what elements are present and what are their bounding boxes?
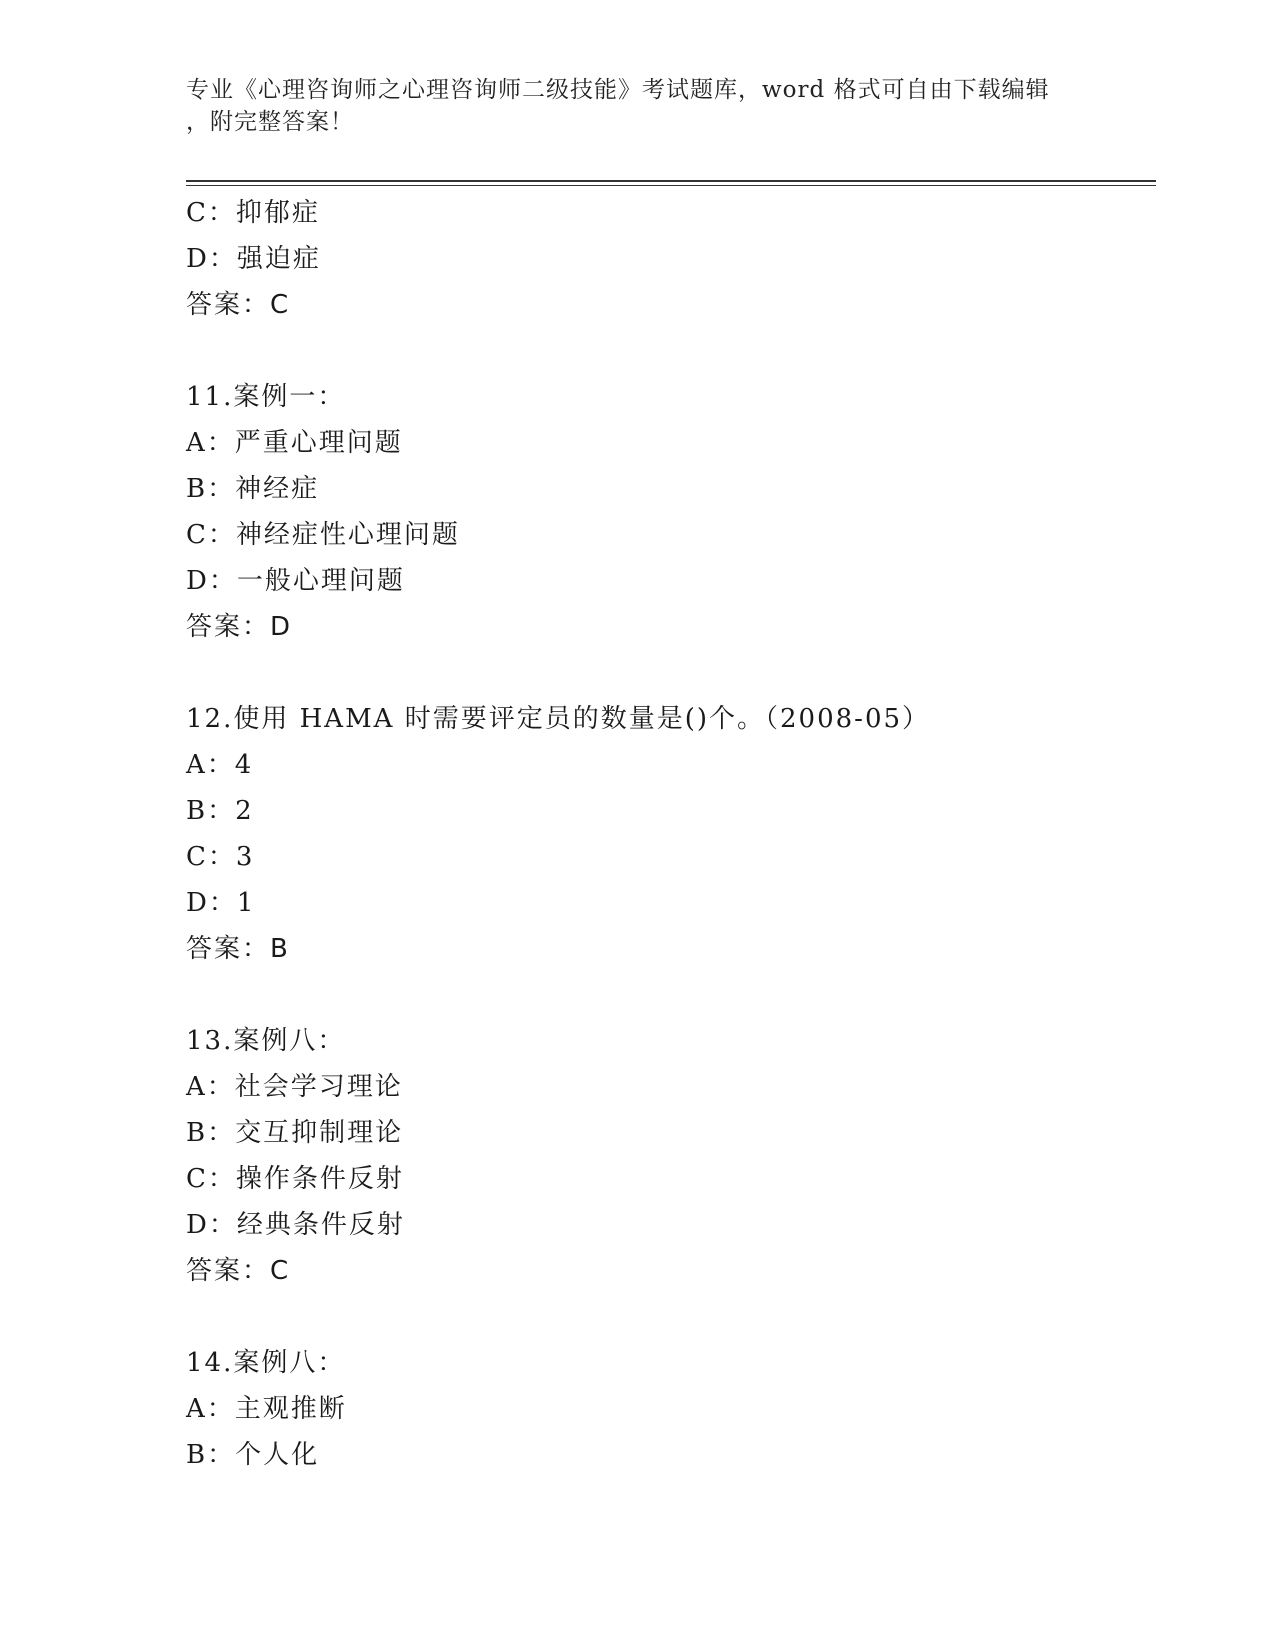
option-c: C：操作条件反射 bbox=[186, 1164, 404, 1194]
option-d: D：1 bbox=[186, 888, 256, 918]
option-c: C：抑郁症 bbox=[186, 198, 320, 228]
option-a: A：社会学习理论 bbox=[186, 1072, 403, 1102]
option-c: C：3 bbox=[186, 842, 255, 872]
header-divider-thick bbox=[186, 180, 1156, 182]
question-list bbox=[186, 190, 1166, 1478]
question-stem: 12.使用 HAMA 时需要评定员的数量是()个。（2008-05） bbox=[186, 704, 931, 734]
header-divider-thin bbox=[186, 185, 1156, 186]
option-c: C：神经症性心理问题 bbox=[186, 520, 460, 550]
answer-line: 答案：B bbox=[186, 934, 290, 964]
option-b: B：2 bbox=[186, 796, 254, 826]
question-stem: 13.案例八： bbox=[186, 1026, 346, 1056]
option-d: D：一般心理问题 bbox=[186, 566, 405, 596]
option-b: B：神经症 bbox=[186, 474, 320, 504]
option-b: B：个人化 bbox=[186, 1440, 320, 1470]
option-a: A：4 bbox=[186, 750, 254, 780]
document-header bbox=[186, 74, 1086, 138]
spacer bbox=[186, 1294, 1166, 1340]
spacer bbox=[186, 650, 1166, 696]
question-stem: 11.案例一： bbox=[186, 382, 346, 412]
spacer bbox=[186, 328, 1166, 374]
answer-line: 答案：C bbox=[186, 1256, 291, 1286]
spacer bbox=[186, 972, 1166, 1018]
header-line-2: ，附完整答案！ bbox=[186, 109, 354, 135]
option-d: D：强迫症 bbox=[186, 244, 321, 274]
answer-line: 答案：D bbox=[186, 612, 293, 642]
answer-line: 答案：C bbox=[186, 290, 291, 320]
question-stem: 14.案例八： bbox=[186, 1348, 346, 1378]
option-a: A：主观推断 bbox=[186, 1394, 347, 1424]
option-d: D：经典条件反射 bbox=[186, 1210, 405, 1240]
option-a: A：严重心理问题 bbox=[186, 428, 403, 458]
option-b: B：交互抑制理论 bbox=[186, 1118, 404, 1148]
header-line-1: 专业《心理咨询师之心理咨询师二级技能》考试题库，word 格式可自由下载编辑 bbox=[186, 77, 1050, 103]
